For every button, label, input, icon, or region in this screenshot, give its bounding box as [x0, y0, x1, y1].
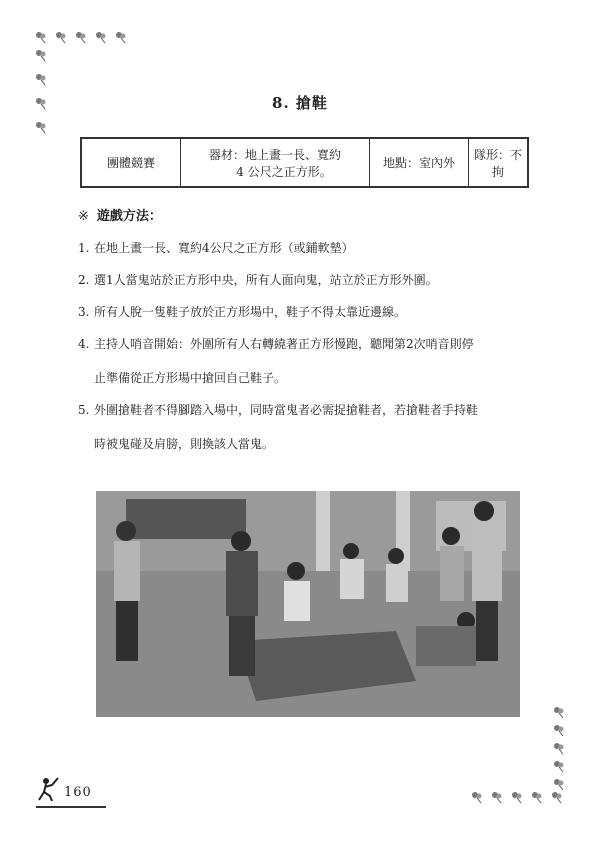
flower-icon: [490, 790, 504, 804]
flower-icon: [114, 30, 128, 44]
flower-icon: [34, 48, 48, 62]
rule-text-continued: 止準備從正方形場中搶回自己鞋子。: [94, 371, 287, 385]
flower-icon: [530, 790, 544, 804]
rule-number: 1.: [78, 241, 90, 255]
page-title: 8. 搶鞋: [272, 94, 328, 112]
flower-icon: [34, 120, 48, 134]
rules-list: [78, 238, 548, 466]
reference-mark: ※: [78, 209, 89, 224]
flower-icon: [552, 741, 566, 755]
equipment-cell: [181, 138, 370, 187]
flower-icon: [552, 723, 566, 737]
flower-icon: [34, 30, 48, 44]
flower-icon: [34, 72, 48, 86]
rule-number: 3.: [78, 305, 90, 319]
rule-item: [78, 238, 548, 258]
page-number: 160: [64, 785, 92, 800]
runner-icon: [36, 776, 64, 802]
rule-number: 4.: [78, 337, 90, 351]
decorative-flowers-top: [34, 30, 128, 44]
flower-icon: [552, 777, 566, 791]
flower-icon: [552, 705, 566, 719]
section-heading: [78, 205, 162, 224]
rule-item: [78, 400, 548, 454]
activity-photo: [96, 491, 520, 717]
flower-icon: [94, 30, 108, 44]
rule-item: [78, 270, 548, 290]
flower-icon: [552, 759, 566, 773]
equipment-line-2: 4 公尺之正方形。: [236, 164, 332, 179]
activity-photo-graphic: [96, 491, 520, 717]
rule-text: 所有人脫一隻鞋子放於正方形場中，鞋子不得太靠近邊線。: [94, 305, 407, 319]
rule-text: 選1人當鬼站於正方形中央，所有人面向鬼，站立於正方形外圍。: [94, 273, 438, 287]
flower-icon: [510, 790, 524, 804]
flower-icon: [550, 790, 564, 804]
rule-number: 2.: [78, 273, 90, 287]
flower-icon: [470, 790, 484, 804]
rule-item: [78, 334, 548, 388]
game-type-cell: 團體競賽: [81, 138, 181, 187]
flower-icon: [74, 30, 88, 44]
equipment-line-1: 器材：地上畫一長、寬約: [208, 147, 341, 162]
location-cell: 地點：室內外: [370, 138, 469, 187]
footer-rule: [36, 806, 106, 808]
rule-text: 在地上畫一長、寬約4公尺之正方形（或鋪軟墊）: [94, 241, 354, 255]
game-info-table: [80, 137, 529, 188]
rule-text: 主持人哨音開始：外圍所有人右轉繞著正方形慢跑，聽聞第2次哨音則停: [94, 337, 474, 351]
rule-number: 5.: [78, 403, 90, 417]
rule-text: 外圍搶鞋者不得腳踏入場中，同時當鬼者必需捉搶鞋者，若搶鞋者手持鞋: [94, 403, 479, 417]
rule-text-continued: 時被鬼碰及肩膀，則換該人當鬼。: [94, 437, 275, 451]
formation-cell: 隊形：不拘: [469, 138, 529, 187]
decorative-flowers-left: [34, 48, 48, 134]
decorative-flowers-bottom: [470, 790, 564, 804]
rule-item: [78, 302, 548, 322]
flower-icon: [54, 30, 68, 44]
section-heading-text: 遊戲方法：: [96, 209, 162, 224]
decorative-flowers-right: [552, 705, 566, 791]
